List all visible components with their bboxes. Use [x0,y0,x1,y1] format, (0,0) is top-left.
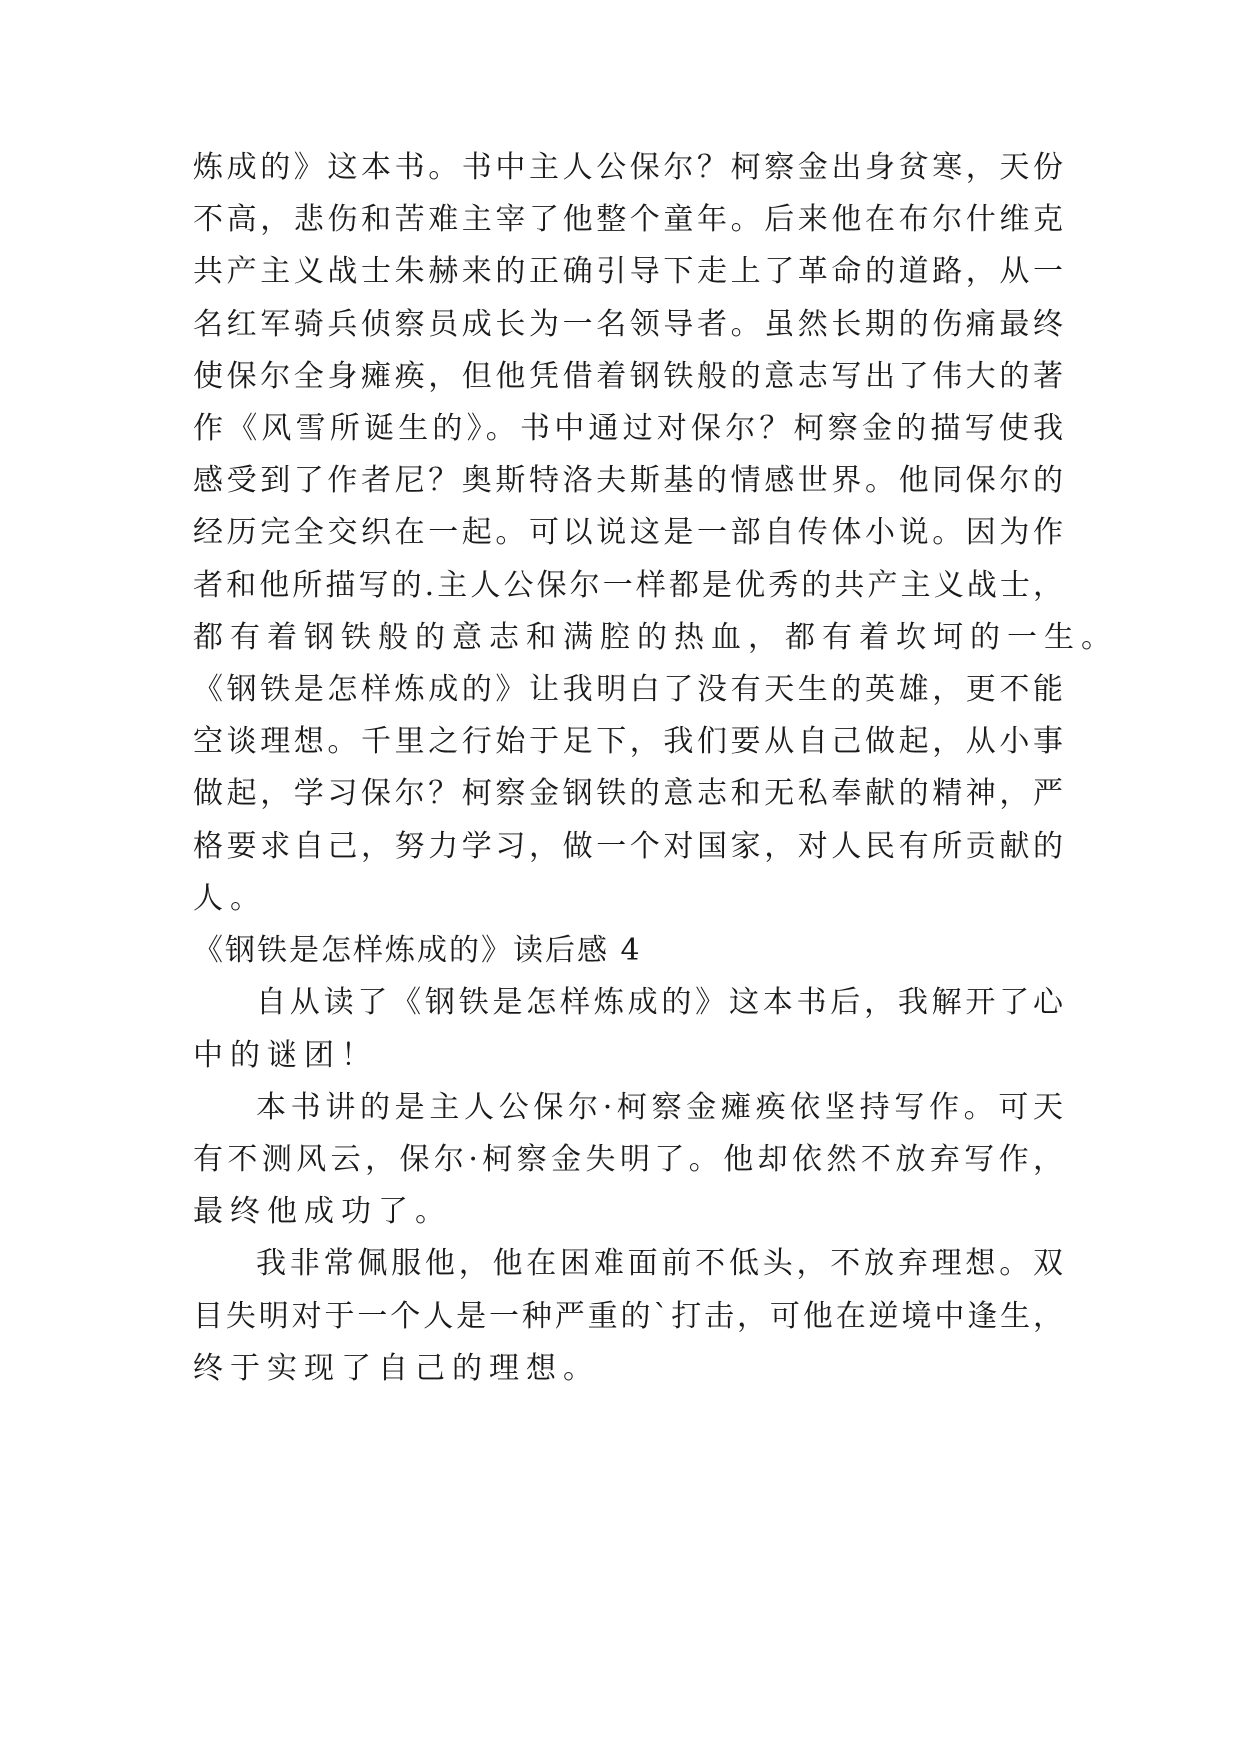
text-line: 不高，悲伤和苦难主宰了他整个童年。后来他在布尔什维克 [193,202,1063,237]
text-line: 终于实现了自己的理想。 [193,1351,600,1386]
text-line: 《钢铁是怎样炼成的》让我明白了没有天生的英雄，更不能 [193,672,1063,707]
text-line: 作《风雪所诞生的》。书中通过对保尔？柯察金的描写使我 [193,411,1063,446]
text-line: 格要求自己，努力学习，做一个对国家，对人民有所贡献的 [193,829,1063,864]
text-line: 经历完全交织在一起。可以说这是一部自传体小说。因为作 [193,515,1063,550]
text-line: 有不测风云，保尔·柯察金失明了。他却依然不放弃写作， [193,1142,1063,1177]
text-line: 本书讲的是主人公保尔·柯察金瘫痪依坚持写作。可天 [256,1090,1063,1125]
text-line: 人。 [193,881,267,916]
text-line: 自从读了《钢铁是怎样炼成的》这本书后，我解开了心 [256,985,1063,1020]
text-line: 使保尔全身瘫痪，但他凭借着钢铁般的意志写出了伟大的著 [193,359,1063,394]
text-line: 最终他成功了。 [193,1194,452,1229]
text-line: 炼成的》这本书。书中主人公保尔？柯察金出身贫寒，天份 [193,150,1063,185]
text-line: 做起，学习保尔？柯察金钢铁的意志和无私奉献的精神，严 [193,776,1063,811]
text-line: 中的谜团！ [193,1038,378,1073]
section-heading: 《钢铁是怎样炼成的》读后感 4 [193,933,642,968]
text-line: 空谈理想。千里之行始于足下，我们要从自己做起，从小事 [193,724,1063,759]
text-line: 者和他所描写的.主人公保尔一样都是优秀的共产主义战士， [193,568,1063,603]
text-line: 感受到了作者尼？奥斯特洛夫斯基的情感世界。他同保尔的 [193,463,1063,498]
text-line: 共产主义战士朱赫来的正确引导下走上了革命的道路，从一 [193,254,1063,289]
text-line: 名红军骑兵侦察员成长为一名领导者。虽然长期的伤痛最终 [193,307,1063,342]
text-line: 都有着钢铁般的意志和满腔的热血，都有着坎坷的一生。 [193,620,1118,655]
text-line: 目失明对于一个人是一种严重的`打击，可他在逆境中逢生， [193,1299,1063,1334]
text-line: 我非常佩服他，他在困难面前不低头，不放弃理想。双 [256,1246,1063,1281]
